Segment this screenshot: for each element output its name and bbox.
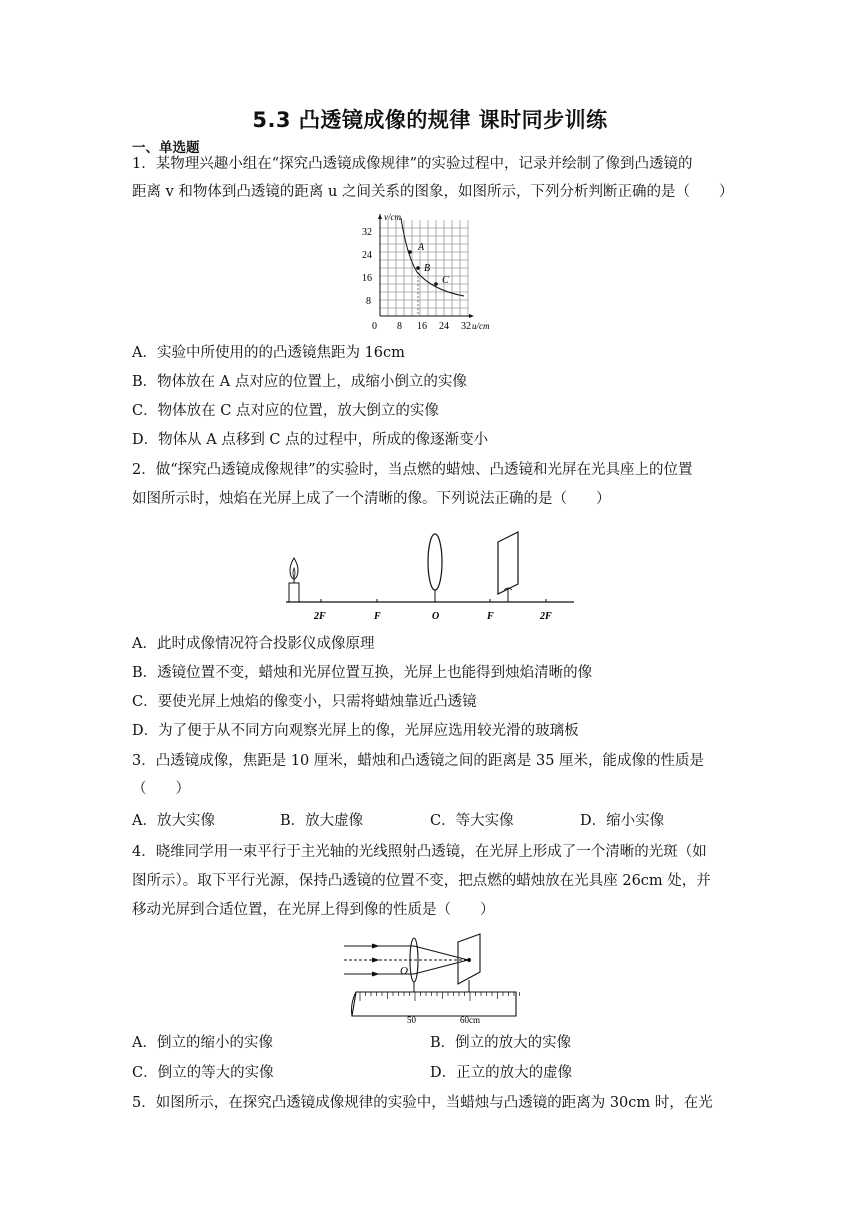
q1-option-b[interactable]: B．物体放在 A 点对应的位置上，成缩小倒立的实像 (132, 374, 467, 390)
x-tick-3: 32 (461, 321, 471, 332)
label-f-right: F (487, 611, 494, 622)
y-axis-label: v/cm (384, 212, 401, 222)
x-tick-2: 24 (439, 321, 449, 332)
label-2f-left: 2F (314, 611, 326, 622)
q4-option-b[interactable]: B．倒立的放大的实像 (430, 1035, 572, 1051)
q3-option-d[interactable]: D．缩小实像 (580, 813, 665, 829)
y-tick-3: 8 (366, 296, 371, 307)
label-o: O (432, 611, 440, 622)
q2-option-a[interactable]: A．此时成像情况符合投影仪成像原理 (132, 636, 375, 652)
q1-stem-line2: 距离 v 和物体到凸透镜的距离 u 之间关系的图象，如图所示，下列分析判断正确的是（ ） (132, 184, 734, 200)
q2-option-c[interactable]: C．要使光屏上烛焰的像变小，只需将蜡烛靠近凸透镜 (132, 694, 477, 710)
q1-option-c[interactable]: C．物体放在 C 点对应的位置，放大倒立的实像 (132, 403, 439, 419)
page-title: 5.3 凸透镜成像的规律 课时同步训练 (252, 108, 608, 132)
q3-option-b[interactable]: B．放大虚像 (280, 813, 364, 829)
q4-option-d[interactable]: D．正立的放大的虚像 (430, 1065, 573, 1081)
y-tick-0: 32 (362, 227, 372, 238)
q4-stem-line2: 图所示）。取下平行光源，保持凸透镜的位置不变，把点燃的蜡烛放在光具座 26cm 处，并 (132, 873, 711, 889)
candle (289, 558, 299, 602)
q4-label-o: O (400, 965, 408, 977)
lens (428, 534, 442, 602)
q2-optical-bench-figure (280, 526, 580, 626)
q2-option-b[interactable]: B．透镜位置不变，蜡烛和光屏位置互换，光屏上也能得到烛焰清晰的像 (132, 665, 593, 681)
q5-stem-line1: 5．如图所示，在探究凸透镜成像规律的实验中，当蜡烛与凸透镜的距离为 30cm 时，在光 (132, 1095, 713, 1111)
point-a (408, 250, 412, 254)
y-tick-2: 16 (362, 273, 372, 284)
y-tick-1: 24 (362, 250, 372, 261)
q4-label-50: 50 (407, 1015, 416, 1024)
q3-option-a[interactable]: A．放大实像 (132, 813, 215, 829)
q1-option-a[interactable]: A．实验中所使用的的凸透镜焦距为 16cm (132, 345, 405, 361)
x-axis-label: u/cm (472, 321, 490, 331)
q2-stem-line1: 2．做“探究凸透镜成像规律”的实验时，当点燃的蜡烛、凸透镜和光屏在光具座上的位置 (132, 462, 693, 478)
q3-option-c[interactable]: C．等大实像 (430, 813, 514, 829)
q4-stem-line3: 移动光屏到合适位置，在光屏上得到像的性质是（ ） (132, 902, 495, 918)
label-b: B (424, 263, 431, 274)
x-tick-1: 16 (417, 321, 427, 332)
q2-stem-line2: 如图所示时，烛焰在光屏上成了一个清晰的像。下列说法正确的是（ ） (132, 491, 611, 507)
point-c (434, 282, 438, 286)
label-2f-right: 2F (540, 611, 552, 622)
section-heading: 一、单选题 (132, 140, 200, 156)
q1-option-d[interactable]: D．物体从 A 点移到 C 点的过程中，所成的像逐渐变小 (132, 432, 489, 448)
q3-stem-line1: 3．凸透镜成像，焦距是 10 厘米，蜡烛和凸透镜之间的距离是 35 厘米，能成像的性质是 (132, 753, 705, 769)
light-screen (498, 532, 518, 602)
origin-label: 0 (372, 321, 377, 332)
q4-option-a[interactable]: A．倒立的缩小的实像 (132, 1035, 273, 1051)
q3-stem-line2: （ ） (132, 781, 190, 797)
label-f-left: F (374, 611, 381, 622)
q4-option-c[interactable]: C．倒立的等大的实像 (132, 1065, 274, 1081)
q2-option-d[interactable]: D．为了便于从不同方向观察光屏上的像，光屏应选用较光滑的玻璃板 (132, 723, 579, 739)
q1-stem-line1: 1．某物理兴趣小组在“探究凸透镜成像规律”的实验过程中，记录并绘制了像到凸透镜的 (132, 156, 693, 172)
x-tick-0: 8 (397, 321, 402, 332)
ruler (352, 992, 520, 1016)
label-a: A (418, 242, 425, 253)
label-c: C (442, 275, 449, 286)
q4-stem-line1: 4．晓维同学用一束平行于主光轴的光线照射凸透镜，在光屏上形成了一个清晰的光斑（如 (132, 844, 707, 860)
q4-label-60cm: 60cm (460, 1015, 480, 1024)
q4-focal-figure (340, 932, 520, 1024)
q1-graph-figure (360, 212, 510, 332)
